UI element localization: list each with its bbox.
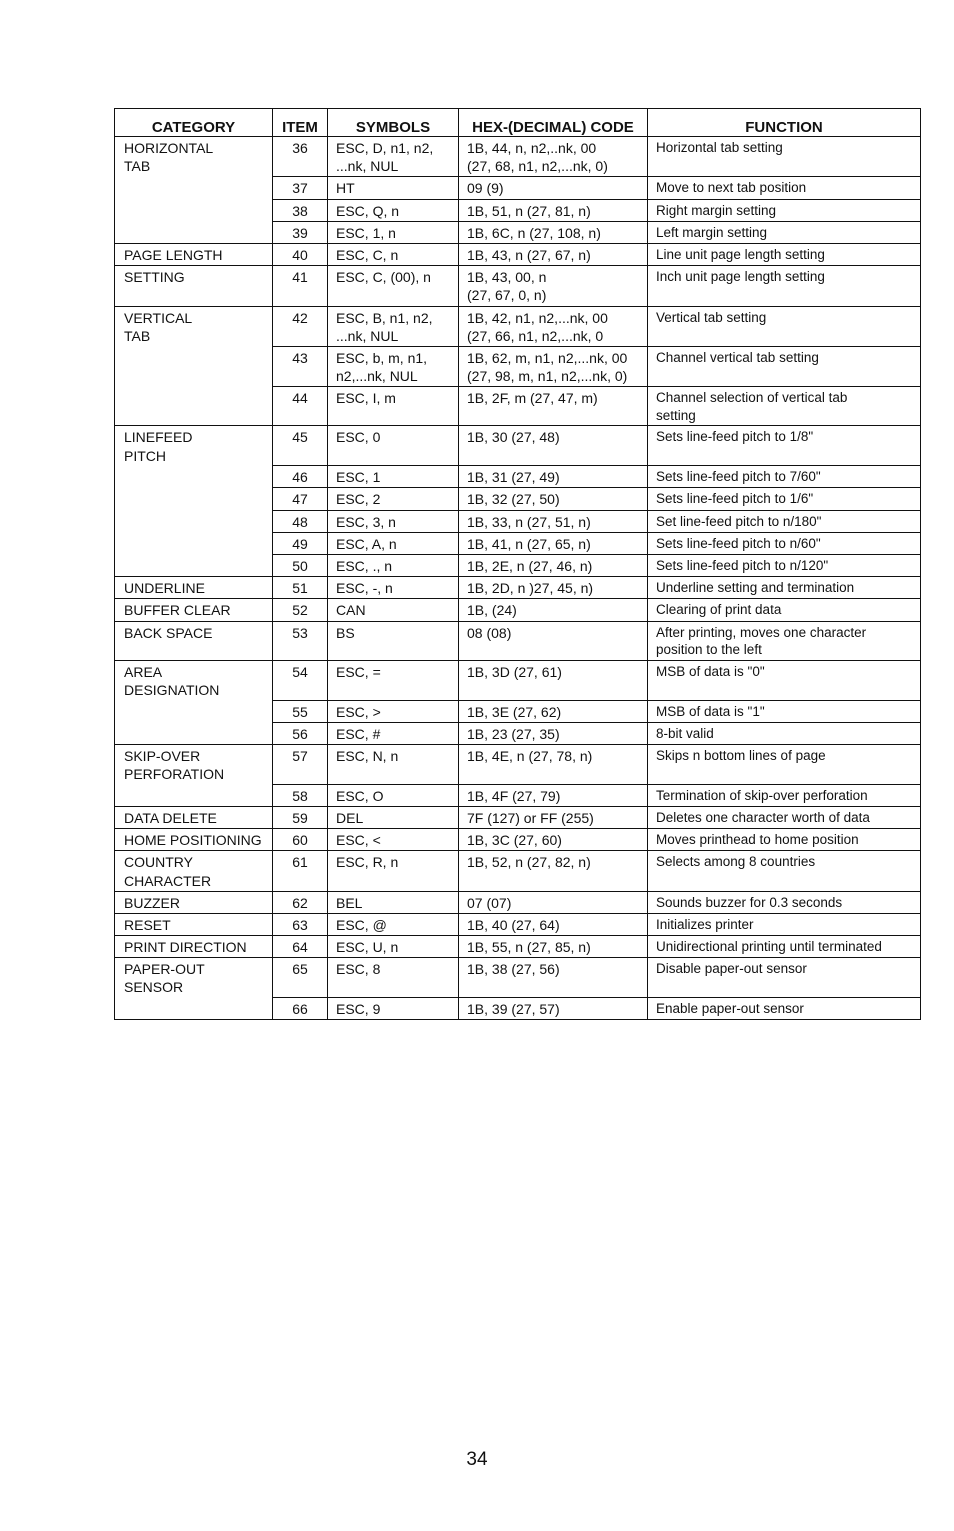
- category-cell: PAGE LENGTH: [115, 243, 273, 265]
- hex-code-cell: 1B, 23 (27, 35): [459, 722, 648, 744]
- symbols-cell: ESC, O: [328, 784, 459, 806]
- hex-code-cell: 1B, 3E (27, 62): [459, 700, 648, 722]
- function-cell: After printing, moves one character position to the left: [648, 621, 921, 660]
- function-cell: 8-bit valid: [648, 722, 921, 744]
- category-cell: [115, 532, 273, 554]
- function-cell: Inch unit page length setting: [648, 266, 921, 306]
- table-row: [115, 851, 921, 891]
- function-cell: Sets line-feed pitch to 1/8": [648, 426, 921, 466]
- item-cell: 44: [273, 387, 328, 426]
- function-cell: Unidirectional printing until terminated: [648, 936, 921, 958]
- symbols-cell: ESC, 0: [328, 426, 459, 466]
- hex-code-cell: 1B, 51, n (27, 81, n): [459, 199, 648, 221]
- table-row: [115, 221, 921, 243]
- table-row: [115, 958, 921, 998]
- symbols-cell: ESC, Q, n: [328, 199, 459, 221]
- hex-code-cell: 1B, 4F (27, 79): [459, 784, 648, 806]
- hex-code-cell: 1B, 3D (27, 61): [459, 660, 648, 700]
- symbols-cell: ESC, B, n1, n2, ...nk, NUL: [328, 306, 459, 346]
- category-cell: BACK SPACE: [115, 621, 273, 660]
- hex-code-cell: 7F (127) or FF (255): [459, 806, 648, 828]
- item-cell: 53: [273, 621, 328, 660]
- category-cell: BUFFER CLEAR: [115, 599, 273, 621]
- printer-command-table: [114, 108, 921, 1020]
- function-cell: Vertical tab setting: [648, 306, 921, 346]
- table-row: [115, 722, 921, 744]
- item-cell: 41: [273, 266, 328, 306]
- table-row: [115, 243, 921, 265]
- category-cell: [115, 700, 273, 722]
- category-cell: BUZZER: [115, 891, 273, 913]
- symbols-cell: ESC, 1: [328, 466, 459, 488]
- table-row: [115, 936, 921, 958]
- function-cell: Deletes one character worth of data: [648, 806, 921, 828]
- header-hex-code: HEX-(DECIMAL) CODE: [459, 109, 648, 137]
- table-body: [115, 137, 921, 1020]
- item-cell: 37: [273, 177, 328, 199]
- function-cell: Moves printhead to home position: [648, 829, 921, 851]
- hex-code-cell: 1B, 6C, n (27, 108, n): [459, 221, 648, 243]
- symbols-cell: ESC, I, m: [328, 387, 459, 426]
- function-cell: Initializes printer: [648, 913, 921, 935]
- hex-code-cell: 1B, 43, n (27, 67, n): [459, 243, 648, 265]
- table-row: [115, 532, 921, 554]
- item-cell: 47: [273, 488, 328, 510]
- hex-code-cell: 1B, 38 (27, 56): [459, 958, 648, 998]
- symbols-cell: ESC, 2: [328, 488, 459, 510]
- category-cell: COUNTRY CHARACTER: [115, 851, 273, 891]
- function-cell: Horizontal tab setting: [648, 137, 921, 177]
- header-function: FUNCTION: [648, 109, 921, 137]
- category-cell: [115, 387, 273, 426]
- table-row: [115, 554, 921, 576]
- hex-code-cell: 1B, 44, n, n2,..nk, 00 (27, 68, n1, n2,...nk, 0): [459, 137, 648, 177]
- hex-code-cell: 1B, 30 (27, 48): [459, 426, 648, 466]
- symbols-cell: ESC, >: [328, 700, 459, 722]
- hex-code-cell: 1B, 52, n (27, 82, n): [459, 851, 648, 891]
- item-cell: 38: [273, 199, 328, 221]
- item-cell: 36: [273, 137, 328, 177]
- table-row: [115, 806, 921, 828]
- category-cell: [115, 221, 273, 243]
- item-cell: 64: [273, 936, 328, 958]
- item-cell: 49: [273, 532, 328, 554]
- function-cell: Underline setting and termination: [648, 577, 921, 599]
- function-cell: Disable paper-out sensor: [648, 958, 921, 998]
- category-cell: VERTICAL TAB: [115, 306, 273, 346]
- table-row: [115, 621, 921, 660]
- item-cell: 61: [273, 851, 328, 891]
- item-cell: 54: [273, 660, 328, 700]
- hex-code-cell: 08 (08): [459, 621, 648, 660]
- table-row: [115, 177, 921, 199]
- table-row: [115, 266, 921, 306]
- table-row: [115, 346, 921, 386]
- table-row: [115, 488, 921, 510]
- category-cell: SKIP-OVER PERFORATION: [115, 744, 273, 784]
- hex-code-cell: 1B, (24): [459, 599, 648, 621]
- item-cell: 51: [273, 577, 328, 599]
- symbols-cell: ESC, 3, n: [328, 510, 459, 532]
- header-symbols: SYMBOLS: [328, 109, 459, 137]
- table-row: [115, 199, 921, 221]
- function-cell: Right margin setting: [648, 199, 921, 221]
- category-cell: AREA DESIGNATION: [115, 660, 273, 700]
- item-cell: 43: [273, 346, 328, 386]
- table-row: [115, 829, 921, 851]
- item-cell: 40: [273, 243, 328, 265]
- category-cell: SETTING: [115, 266, 273, 306]
- item-cell: 58: [273, 784, 328, 806]
- hex-code-cell: 1B, 42, n1, n2,...nk, 00 (27, 66, n1, n2,...nk, 0: [459, 306, 648, 346]
- hex-code-cell: 09 (9): [459, 177, 648, 199]
- table-row: [115, 700, 921, 722]
- item-cell: 57: [273, 744, 328, 784]
- symbols-cell: CAN: [328, 599, 459, 621]
- category-cell: [115, 199, 273, 221]
- function-cell: Sounds buzzer for 0.3 seconds: [648, 891, 921, 913]
- symbols-cell: ESC, C, (00), n: [328, 266, 459, 306]
- hex-code-cell: 1B, 41, n (27, 65, n): [459, 532, 648, 554]
- symbols-cell: DEL: [328, 806, 459, 828]
- symbols-cell: ESC, D, n1, n2, ...nk, NUL: [328, 137, 459, 177]
- symbols-cell: ESC, -, n: [328, 577, 459, 599]
- category-cell: HORIZONTAL TAB: [115, 137, 273, 177]
- category-cell: PAPER-OUT SENSOR: [115, 958, 273, 998]
- function-cell: Termination of skip-over perforation: [648, 784, 921, 806]
- hex-code-cell: 1B, 55, n (27, 85, n): [459, 936, 648, 958]
- category-cell: LINEFEED PITCH: [115, 426, 273, 466]
- symbols-cell: ESC, U, n: [328, 936, 459, 958]
- item-cell: 65: [273, 958, 328, 998]
- hex-code-cell: 1B, 4E, n (27, 78, n): [459, 744, 648, 784]
- item-cell: 55: [273, 700, 328, 722]
- category-cell: [115, 346, 273, 386]
- symbols-cell: HT: [328, 177, 459, 199]
- category-cell: PRINT DIRECTION: [115, 936, 273, 958]
- function-cell: Channel selection of vertical tab setting: [648, 387, 921, 426]
- symbols-cell: ESC, <: [328, 829, 459, 851]
- item-cell: 52: [273, 599, 328, 621]
- table-row: [115, 387, 921, 426]
- table-row: [115, 466, 921, 488]
- item-cell: 46: [273, 466, 328, 488]
- table-row: [115, 306, 921, 346]
- function-cell: Selects among 8 countries: [648, 851, 921, 891]
- category-cell: [115, 554, 273, 576]
- function-cell: Skips n bottom lines of page: [648, 744, 921, 784]
- function-cell: Line unit page length setting: [648, 243, 921, 265]
- hex-code-cell: 1B, 33, n (27, 51, n): [459, 510, 648, 532]
- table-row: [115, 577, 921, 599]
- header-category: CATEGORY: [115, 109, 273, 137]
- symbols-cell: ESC, @: [328, 913, 459, 935]
- page-number: 34: [466, 1449, 488, 1470]
- hex-code-cell: 1B, 43, 00, n (27, 67, 0, n): [459, 266, 648, 306]
- category-cell: [115, 722, 273, 744]
- table-header-row: [115, 109, 921, 137]
- symbols-cell: ESC, A, n: [328, 532, 459, 554]
- function-cell: Set line-feed pitch to n/180": [648, 510, 921, 532]
- symbols-cell: ESC, #: [328, 722, 459, 744]
- hex-code-cell: 1B, 2F, m (27, 47, m): [459, 387, 648, 426]
- function-cell: Sets line-feed pitch to n/120": [648, 554, 921, 576]
- hex-code-cell: 1B, 39 (27, 57): [459, 998, 648, 1020]
- hex-code-cell: 1B, 31 (27, 49): [459, 466, 648, 488]
- function-cell: MSB of data is "0": [648, 660, 921, 700]
- symbols-cell: BEL: [328, 891, 459, 913]
- symbols-cell: BS: [328, 621, 459, 660]
- symbols-cell: ESC, 8: [328, 958, 459, 998]
- category-cell: HOME POSITIONING: [115, 829, 273, 851]
- category-cell: [115, 488, 273, 510]
- item-cell: 45: [273, 426, 328, 466]
- hex-code-cell: 1B, 2D, n )27, 45, n): [459, 577, 648, 599]
- table-row: [115, 137, 921, 177]
- table-row: [115, 660, 921, 700]
- header-item: ITEM: [273, 109, 328, 137]
- category-cell: [115, 466, 273, 488]
- category-cell: [115, 784, 273, 806]
- hex-code-cell: 1B, 40 (27, 64): [459, 913, 648, 935]
- category-cell: [115, 177, 273, 199]
- table-row: [115, 891, 921, 913]
- hex-code-cell: 07 (07): [459, 891, 648, 913]
- hex-code-cell: 1B, 32 (27, 50): [459, 488, 648, 510]
- table-row: [115, 599, 921, 621]
- symbols-cell: ESC, ., n: [328, 554, 459, 576]
- hex-code-cell: 1B, 2E, n (27, 46, n): [459, 554, 648, 576]
- table-row: [115, 744, 921, 784]
- table-row: [115, 510, 921, 532]
- category-cell: RESET: [115, 913, 273, 935]
- table-row: [115, 998, 921, 1020]
- item-cell: 56: [273, 722, 328, 744]
- item-cell: 50: [273, 554, 328, 576]
- function-cell: Channel vertical tab setting: [648, 346, 921, 386]
- function-cell: Sets line-feed pitch to 1/6": [648, 488, 921, 510]
- function-cell: Sets line-feed pitch to n/60": [648, 532, 921, 554]
- item-cell: 62: [273, 891, 328, 913]
- function-cell: Clearing of print data: [648, 599, 921, 621]
- hex-code-cell: 1B, 62, m, n1, n2,...nk, 00 (27, 98, m, n1, n2,...nk, 0): [459, 346, 648, 386]
- symbols-cell: ESC, 9: [328, 998, 459, 1020]
- item-cell: 42: [273, 306, 328, 346]
- category-cell: DATA DELETE: [115, 806, 273, 828]
- item-cell: 59: [273, 806, 328, 828]
- item-cell: 48: [273, 510, 328, 532]
- item-cell: 63: [273, 913, 328, 935]
- category-cell: UNDERLINE: [115, 577, 273, 599]
- hex-code-cell: 1B, 3C (27, 60): [459, 829, 648, 851]
- symbols-cell: ESC, C, n: [328, 243, 459, 265]
- function-cell: Sets line-feed pitch to 7/60": [648, 466, 921, 488]
- function-cell: MSB of data is "1": [648, 700, 921, 722]
- table-row: [115, 913, 921, 935]
- item-cell: 60: [273, 829, 328, 851]
- item-cell: 66: [273, 998, 328, 1020]
- symbols-cell: ESC, =: [328, 660, 459, 700]
- item-cell: 39: [273, 221, 328, 243]
- function-cell: Move to next tab position: [648, 177, 921, 199]
- table-row: [115, 784, 921, 806]
- function-cell: Left margin setting: [648, 221, 921, 243]
- symbols-cell: ESC, N, n: [328, 744, 459, 784]
- symbols-cell: ESC, 1, n: [328, 221, 459, 243]
- table-row: [115, 426, 921, 466]
- category-cell: [115, 998, 273, 1020]
- function-cell: Enable paper-out sensor: [648, 998, 921, 1020]
- symbols-cell: ESC, b, m, n1, n2,...nk, NUL: [328, 346, 459, 386]
- category-cell: [115, 510, 273, 532]
- symbols-cell: ESC, R, n: [328, 851, 459, 891]
